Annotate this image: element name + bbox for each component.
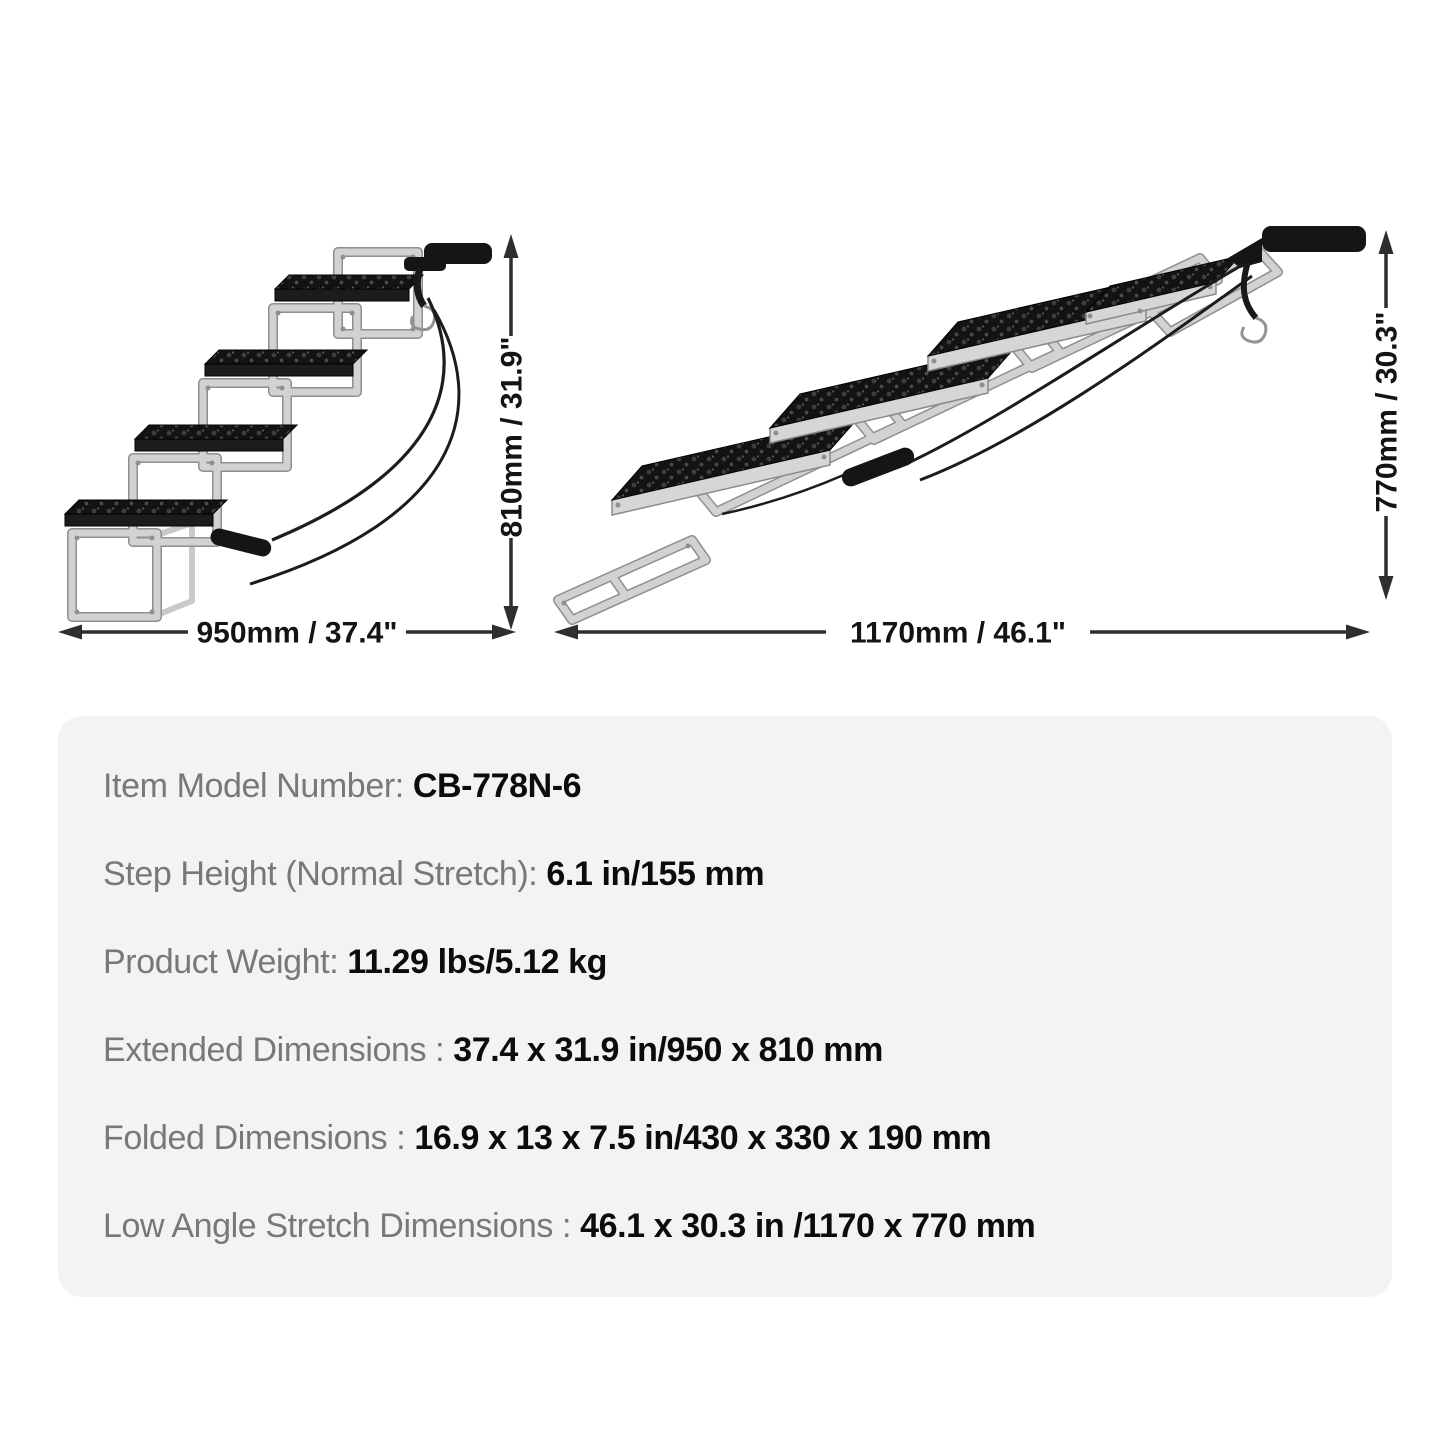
step-tread [135,425,297,451]
spec-label: Folded Dimensions : [103,1118,415,1157]
step-frame-outlines [558,250,1278,620]
spec-row-model-number [103,742,1352,830]
low-angle-width-dimension [554,617,1370,650]
spec-row-folded-dimensions [103,1094,1352,1182]
extended-stairs-illustration [65,243,492,617]
arrowhead-up-icon [1379,230,1394,254]
spec-value: CB-778N-6 [412,766,582,805]
low-angle-height-dimension [1371,230,1404,600]
low-angle-height-label: 770mm / 30.3" [1370,311,1404,513]
arrowhead-right-icon [492,625,516,640]
arrowhead-up-icon [504,234,519,258]
spec-label: Item Model Number: [103,766,413,805]
extended-height-dimension [496,234,529,630]
spec-label: Step Height (Normal Stretch): [103,854,547,893]
extended-width-label: 950mm / 37.4" [196,616,398,650]
spec-row-low-angle-dimensions [103,1182,1352,1270]
spec-panel [58,716,1392,1297]
spec-label: Extended Dimensions : [103,1030,454,1069]
arrowhead-down-icon [504,606,519,630]
carry-grip [209,527,273,558]
spec-value: 11.29 lbs/5.12 kg [347,942,608,981]
bottom-box-depth [157,523,192,615]
spec-row-step-height [103,830,1352,918]
step-tread [65,500,227,526]
arrowhead-down-icon [1379,576,1394,600]
low-angle-width-label: 1170mm / 46.1" [849,616,1067,650]
arrowhead-right-icon [1346,625,1370,640]
step-tread [205,350,367,376]
spec-value: 37.4 x 31.9 in/950 x 810 mm [453,1030,883,1069]
stairs-diagrams [0,0,1445,700]
spec-label: Low Angle Stretch Dimensions : [103,1206,581,1245]
arrowhead-left-icon [554,625,578,640]
extended-height-label: 810mm / 31.9" [495,336,529,538]
spec-row-extended-dimensions [103,1006,1352,1094]
spec-value: 46.1 x 30.3 in /1170 x 770 mm [580,1206,1036,1245]
spec-label: Product Weight: [103,942,348,981]
top-handle [1228,226,1366,268]
arrowhead-left-icon [58,625,82,640]
low-angle-stairs-illustration [558,226,1366,620]
spec-value: 6.1 in/155 mm [546,854,765,893]
spec-value: 16.9 x 13 x 7.5 in/430 x 330 x 190 mm [414,1118,992,1157]
step-tread [275,275,423,301]
safety-strap-hook [1242,262,1266,342]
spec-row-product-weight [103,918,1352,1006]
